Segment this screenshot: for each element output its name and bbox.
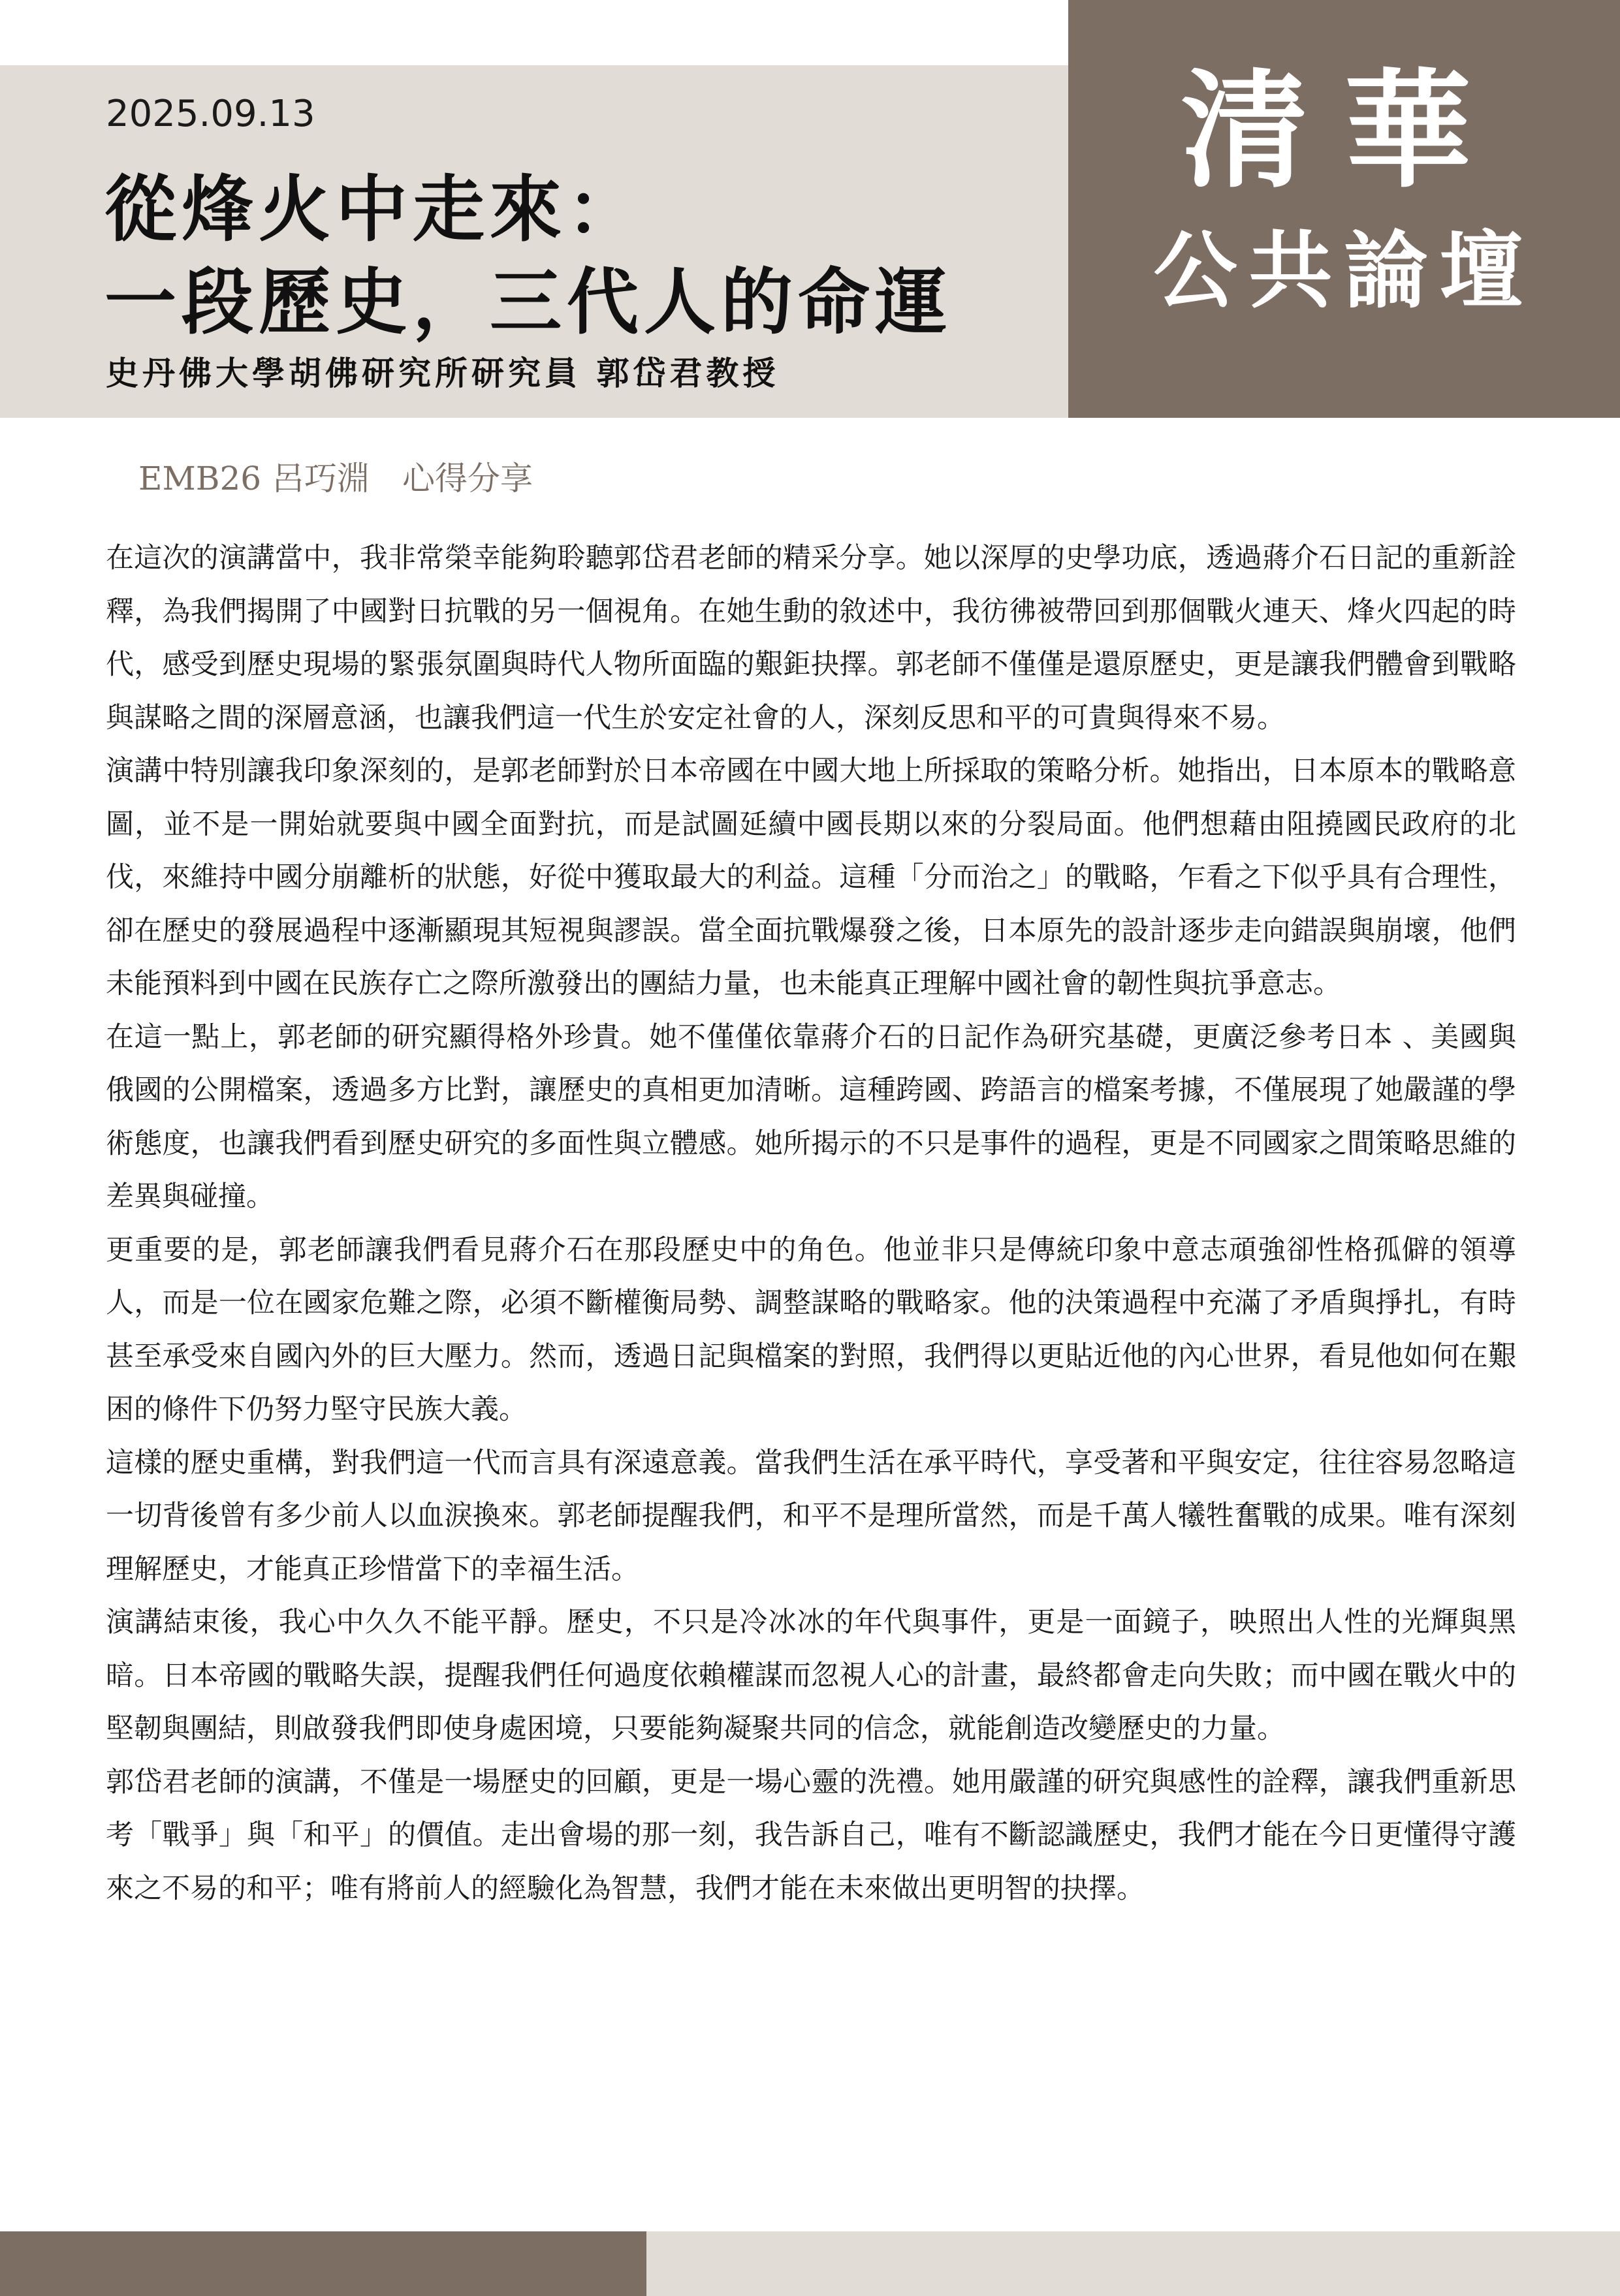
brand-subtitle: 公共論壇: [1153, 222, 1535, 320]
paragraph: 演講中特別讓我印象深刻的，是郭老師對於日本帝國在中國大地上所採取的策略分析。她指出，日本原本的戰略意圖，並不是一開始就要與中國全面對抗，而是試圖延續中國長期以來的分裂局面。他們想藉由阻撓國民政府的北伐，來維持中國分崩離析的狀態，好從中獲取最大的利益。這種「分而治之」的戰略，乍看之下似乎具有合理性，卻在歷史的發展過程中逐漸顯現其短視與謬誤。當全面抗戰爆發之後，日本原先的設計逐步走向錯誤與崩壞，他們未能預料到中國在民族存亡之際所激發出的團結力量，也未能真正理解中國社會的韌性與抗爭意志。: [106, 755, 1516, 1000]
footer-bar-dark: [0, 2231, 646, 2296]
paragraph: 這樣的歷史重構，對我們這一代而言具有深遠意義。當我們生活在承平時代，享受著和平與安定，往往容易忽略這一切背後曾有多少前人以血淚換來。郭老師提醒我們，和平不是理所當然，而是千萬人犧牲奮戰的成果。唯有深刻理解歷史，才能真正珍惜當下的幸福生活。: [106, 1446, 1516, 1586]
paragraph: 演講結束後，我心中久久不能平靜。歷史，不只是冷冰冰的年代與事件，更是一面鏡子，映照出人性的光輝與黑暗。日本帝國的戰略失誤，提醒我們任何過度依賴權謀而忽視人心的計畫，最終都會走向失敗；而中國在戰火中的堅韌與團結，則啟發我們即使身處困境，只要能夠凝聚共同的信念，就能創造改變歷史的力量。: [106, 1606, 1516, 1745]
forum-brand-box: [1068, 0, 1620, 418]
paragraph: 在這次的演講當中，我非常榮幸能夠聆聽郭岱君老師的精采分享。她以深厚的史學功底，透過蔣介石日記的重新詮釋，為我們揭開了中國對日抗戰的另一個視角。在她生動的敘述中，我彷彿被帶回到那個戰火連天、烽火四起的時代，感受到歷史現場的緊張氛圍與時代人物所面臨的艱鉅抉擇。郭老師不僅僅是還原歷史，更是讓我們體會到戰略與謀略之間的深層意涵，也讓我們這一代生於安定社會的人，深刻反思和平的可貴與得來不易。: [106, 542, 1516, 734]
article-body: [106, 532, 1516, 1915]
page-title: [104, 163, 952, 349]
speaker-credit: 史丹佛大學胡佛研究所研究員 郭岱君教授: [106, 354, 780, 392]
event-date: 2025.09.13: [106, 93, 315, 135]
title-line-2: 一段歷史，三代人的命運: [104, 260, 952, 344]
title-line-1: 從烽火中走來：: [104, 167, 644, 251]
paragraph: 郭岱君老師的演講，不僅是一場歷史的回顧，更是一場心靈的洗禮。她用嚴謹的研究與感性的詮釋，讓我們重新思考「戰爭」與「和平」的價值。走出會場的那一刻，我告訴自己，唯有不斷認識歷史，我們才能在今日更懂得守護來之不易的和平；唯有將前人的經驗化為智慧，我們才能在未來做出更明智的抉擇。: [106, 1765, 1516, 1905]
paragraph: 在這一點上，郭老師的研究顯得格外珍貴。她不僅僅依靠蔣介石的日記作為研究基礎，更廣泛參考日本 、美國與俄國的公開檔案，透過多方比對，讓歷史的真相更加清晰。這種跨國、跨語言的檔案考據，不僅展現了她嚴謹的學術態度，也讓我們看到歷史研究的多面性與立體感。她所揭示的不只是事件的過程，更是不同國家之間策略思維的差異與碰撞。: [106, 1020, 1516, 1213]
footer-bar-light: [646, 2231, 1620, 2296]
brand-title: 清華: [1181, 55, 1508, 205]
reflection-subtitle: EMB26 呂巧淵 心得分享: [138, 460, 533, 497]
paragraph: 更重要的是，郭老師讓我們看見蔣介石在那段歷史中的角色。他並非只是傳統印象中意志頑強卻性格孤僻的領導人，而是一位在國家危難之際，必須不斷權衡局勢、調整謀略的戰略家。他的決策過程中充滿了矛盾與掙扎，有時甚至承受來自國內外的巨大壓力。然而，透過日記與檔案的對照，我們得以更貼近他的內心世界，看見他如何在艱困的條件下仍努力堅守民族大義。: [106, 1233, 1516, 1426]
